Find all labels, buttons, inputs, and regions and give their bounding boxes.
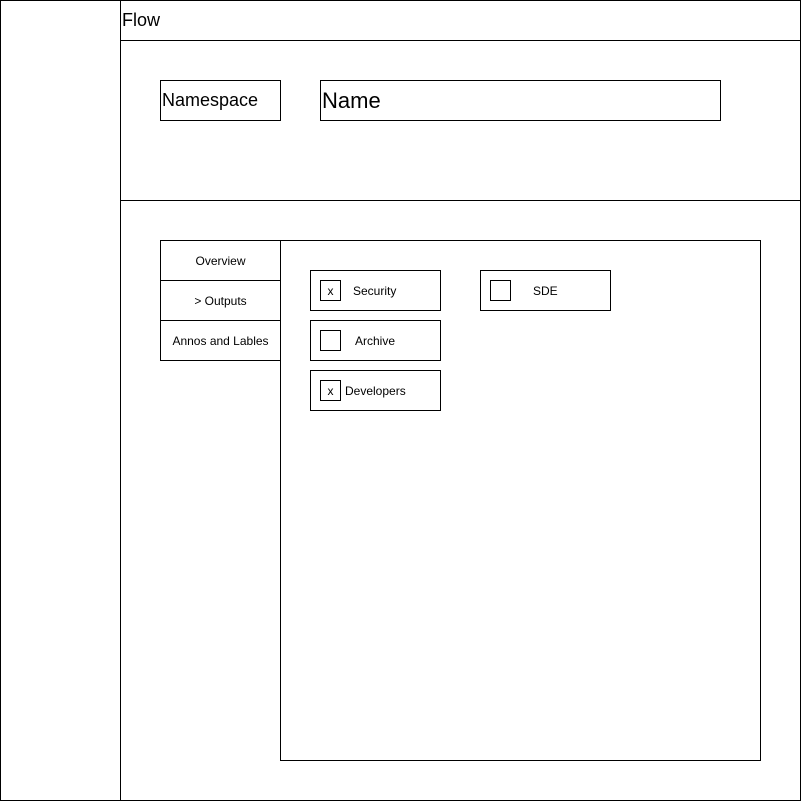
name-field[interactable] xyxy=(320,80,721,121)
output-option-developers[interactable] xyxy=(310,370,441,411)
archive-label: Archive xyxy=(355,334,396,348)
developers-checkbox[interactable]: x xyxy=(320,380,341,401)
sde-label: SDE xyxy=(533,284,558,298)
security-checkbox[interactable]: x xyxy=(320,280,341,301)
namespace-label: Namespace xyxy=(162,90,259,110)
archive-checkbox[interactable] xyxy=(320,330,341,351)
name-label: Name xyxy=(322,88,381,113)
output-option-archive[interactable] xyxy=(310,320,441,361)
developers-label: Developers xyxy=(345,384,406,398)
security-label: Security xyxy=(353,284,397,298)
tab-annos-and-labels[interactable]: Annos and Lables xyxy=(160,320,281,361)
output-option-sde[interactable] xyxy=(480,270,611,311)
tab-overview[interactable]: Overview xyxy=(160,240,281,281)
sde-checkbox[interactable] xyxy=(490,280,511,301)
namespace-field[interactable] xyxy=(160,80,281,121)
page-title: Flow xyxy=(122,10,161,30)
outputs-panel xyxy=(280,240,761,761)
output-option-security[interactable] xyxy=(310,270,441,311)
tab-outputs[interactable]: > Outputs xyxy=(160,280,281,321)
sidebar xyxy=(0,0,121,801)
header-bar xyxy=(120,0,801,41)
